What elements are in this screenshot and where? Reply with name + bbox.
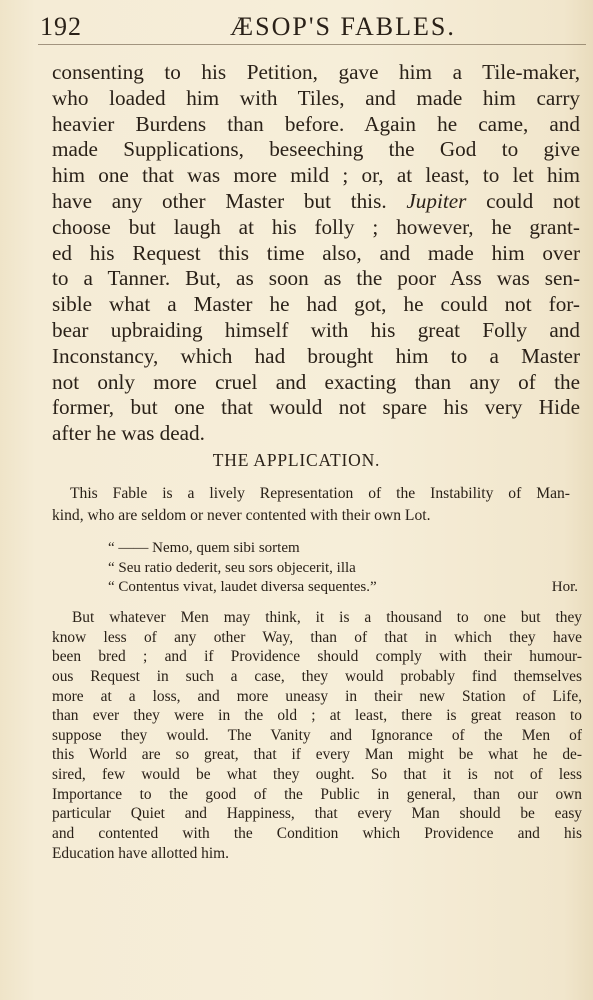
commentary-line: been bred ; and if Providence should comply with their humour-: [52, 648, 582, 666]
commentary-line: Importance to the good of the Public in general, than our own: [52, 785, 582, 803]
commentary-line: suppose they would. The Vanity and Ignorance of the Men of: [52, 726, 582, 744]
commentary-line: particular Quiet and Happiness, that every Man should be easy: [52, 805, 582, 823]
body-line: not only more cruel and exacting than any of the: [52, 369, 580, 394]
moral-paragraph: [52, 483, 570, 527]
moral-line: This Fable is a lively Representation of the Instability of Man-: [70, 485, 570, 502]
commentary-line: and contented with the Condition which Providence and his: [52, 825, 582, 843]
quote-line: “ Seu ratio dederit, seu sors objecerit, illa: [108, 559, 356, 576]
application-heading: THE APPLICATION.: [212, 450, 381, 470]
header-rule: [38, 44, 586, 45]
body-line: bear upbraiding himself with his great Folly and: [52, 317, 580, 342]
body-line: consenting to his Petition, gave him a Tile-maker,: [52, 60, 580, 84]
commentary-line: know less of any other Way, than of that in which they have: [52, 628, 582, 646]
italic-name: Jupiter: [406, 188, 467, 213]
body-line: him one that was more mild ; or, at least, to let him: [52, 163, 580, 188]
body-line-part: could not: [486, 188, 580, 213]
body-line: choose but laugh at his folly ; however, he grant-: [52, 214, 580, 239]
body-line: heavier Burdens than before. Again he came, and: [52, 111, 580, 136]
quote-attribution: Hor.: [551, 579, 578, 595]
body-line: [52, 189, 580, 215]
body-line: ed his Request this time also, and made him over: [52, 240, 580, 265]
fable-body: [52, 60, 580, 447]
body-line: Inconstancy, which had brought him to a Master: [52, 343, 580, 368]
body-line: sible what a Master he had got, he could not for-: [52, 292, 580, 317]
quote-line: “ —— Nemo, quem sibi sortem: [108, 540, 300, 556]
commentary-paragraph: [52, 608, 582, 863]
commentary-line: more at a loss, and more uneasy in their new Station of Life,: [52, 687, 582, 705]
body-line: former, but one that would not spare his very Hide: [52, 395, 580, 420]
body-line: to a Tanner. But, as soon as the poor Ass was sen-: [52, 266, 580, 291]
body-line: after he was dead.: [52, 421, 205, 446]
running-title: ÆSOP'S FABLES.: [230, 12, 456, 41]
body-line: made Supplications, beseeching the God to give: [52, 137, 580, 162]
commentary-line: But whatever Men may think, it is a thousand to one but they: [72, 609, 582, 626]
commentary-line: ous Request in such a case, they would probably find themselves: [52, 667, 582, 685]
moral-line: kind, who are seldom or never contented with their own Lot.: [52, 507, 431, 524]
page-number: 192: [40, 12, 82, 41]
body-line-part: have any other Master but this.: [52, 188, 387, 213]
quote-line: [108, 578, 578, 598]
quote-line-text: “ Contentus vivat, laudet diversa sequentes.”: [108, 579, 377, 595]
page-header: [0, 8, 593, 44]
latin-quotation: [108, 539, 578, 598]
commentary-line: Education have allotted him.: [52, 844, 229, 862]
commentary-line: than ever they were in the old ; at least, there is great reason to: [52, 707, 582, 725]
commentary-line: sired, few would be what they ought. So that it is not of less: [52, 766, 582, 784]
body-line: who loaded him with Tiles, and made him carry: [52, 85, 580, 110]
commentary-line: this World are so great, that if every Man might be what he de-: [52, 746, 582, 764]
